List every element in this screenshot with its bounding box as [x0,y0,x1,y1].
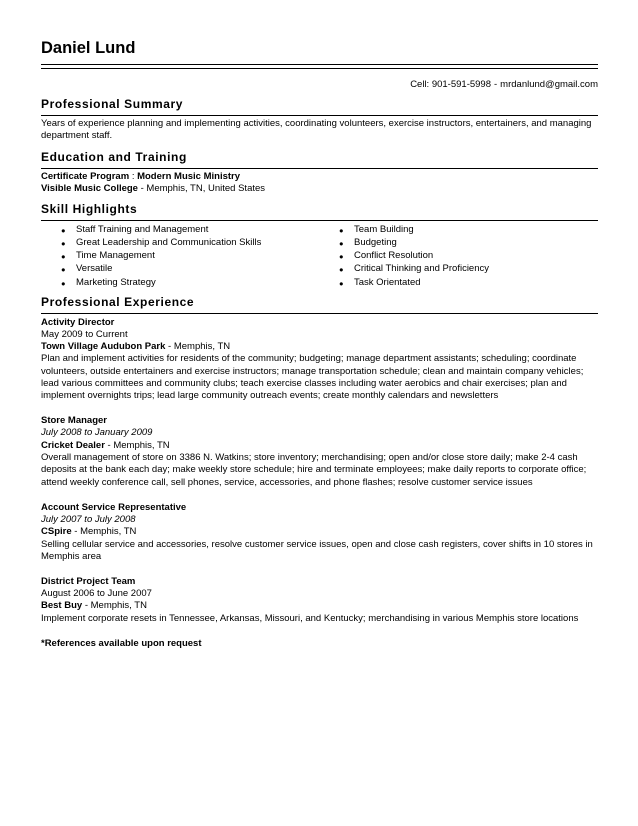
contact-phone: Cell: 901-591-5998 [410,79,491,90]
experience-section [41,295,598,625]
job-description: Implement corporate resets in Tennessee, Arkansas, Missouri, and Kentucky; merchandising in various Memphis store locations [41,612,579,624]
school-location: - Memphis, TN, United States [137,182,266,194]
skills-section [41,202,598,288]
job-company: Cricket Dealer [41,439,105,451]
candidate-name: Daniel Lund [41,39,136,57]
education-heading: Education and Training [41,149,187,164]
skills-heading: Skill Highlights [41,202,138,217]
job-entry [41,501,598,563]
job-dates: May 2009 to Current [41,328,128,340]
job-company: Best Buy [41,600,83,612]
skills-divider [41,220,598,221]
summary-divider [41,115,598,116]
job-employer-line [41,440,598,452]
job-employer-line [41,526,598,538]
skill-item: ● Budgeting [339,236,579,249]
header-divider [41,64,598,69]
skill-item: ● Great Leadership and Communication Skills [61,236,339,249]
job-company: Town Village Audubon Park [41,340,166,352]
certificate-line [41,171,598,183]
job-company: CSpire [41,526,72,538]
job-dates: July 2008 to January 2009 [41,427,153,439]
job-title: Activity Director [41,316,115,328]
job-entry [41,316,598,403]
certificate-label: Certificate Program [41,170,130,182]
skill-item: ● Marketing Strategy [61,276,339,289]
resume-page [41,38,598,650]
skills-right-list [339,223,579,288]
education-section [41,150,598,196]
summary-text: Years of experience planning and implementing activities, coordinating volunteers, exercise instructors, entertainers, and managing department staff. [41,118,592,142]
job-entry [41,414,598,488]
job-description: Overall management of store on 3386 N. Watkins; store inventory; merchandising; open and/or close store daily; make 2-4 cash deposits at the bank each day; make weekly store schedule; hire and terminate employees; make daily reports to corporate office; attend weekly conference call, sell phones, service, accessories, and phone flashes; resolve customer service issues [41,452,587,488]
summary-section [41,97,598,143]
skill-item: ● Staff Training and Management [61,223,339,236]
job-employer-line [41,600,598,612]
job-description: Selling cellular service and accessories, resolve customer service issues, open and close cash registers, cover shifts in 10 stores in Memphis area [41,538,593,562]
skill-item: ● Time Management [61,249,339,262]
job-entry [41,575,598,625]
skill-item: ● Team Building [339,223,579,236]
contact-email: mrdanlund@gmail.com [500,79,598,90]
skill-item: ● Task Orientated [339,276,579,289]
skill-item: ● Versatile [61,262,339,275]
job-location: - Memphis, TN [71,526,137,538]
education-divider [41,168,598,169]
experience-heading: Professional Experience [41,294,195,309]
job-employer-line [41,341,598,353]
summary-heading: Professional Summary [41,97,184,111]
job-dates: August 2006 to June 2007 [41,588,152,600]
job-title: Store Manager [41,415,107,427]
certificate-name: Modern Music Ministry [137,170,241,182]
skills-left-list [61,223,339,288]
job-location: - Memphis, TN [82,600,147,612]
job-location: - Memphis, TN [104,439,170,451]
job-description: Plan and implement activities for residents of the community; budgeting; manage department assistants; scheduling; coordinate volunteers, outside entertainers and exercise instructors; manage transportation schedule; clean and maintain company vehicles; lead various committees and community clubs; teach exercise classes including water aerobics and chair exercises; plan and implement overnights trips; lead large community outreach events; create monthly calendars and newsletters [41,353,584,402]
job-title: District Project Team [41,576,136,588]
contact-line [41,79,598,91]
school-name: Visible Music College [41,182,138,194]
job-title: Account Service Representative [41,501,187,513]
job-location: - Memphis, TN [165,340,231,352]
school-line [41,183,598,195]
skills-columns [41,223,598,288]
contact-separator: - [494,79,498,90]
skill-item: ● Conflict Resolution [339,249,579,262]
references-note: *References available upon request [41,638,202,649]
certificate-separator: : [131,170,135,182]
experience-divider [41,313,598,314]
skill-item: ● Critical Thinking and Proficiency [339,262,579,275]
job-dates: July 2007 to July 2008 [41,513,136,525]
